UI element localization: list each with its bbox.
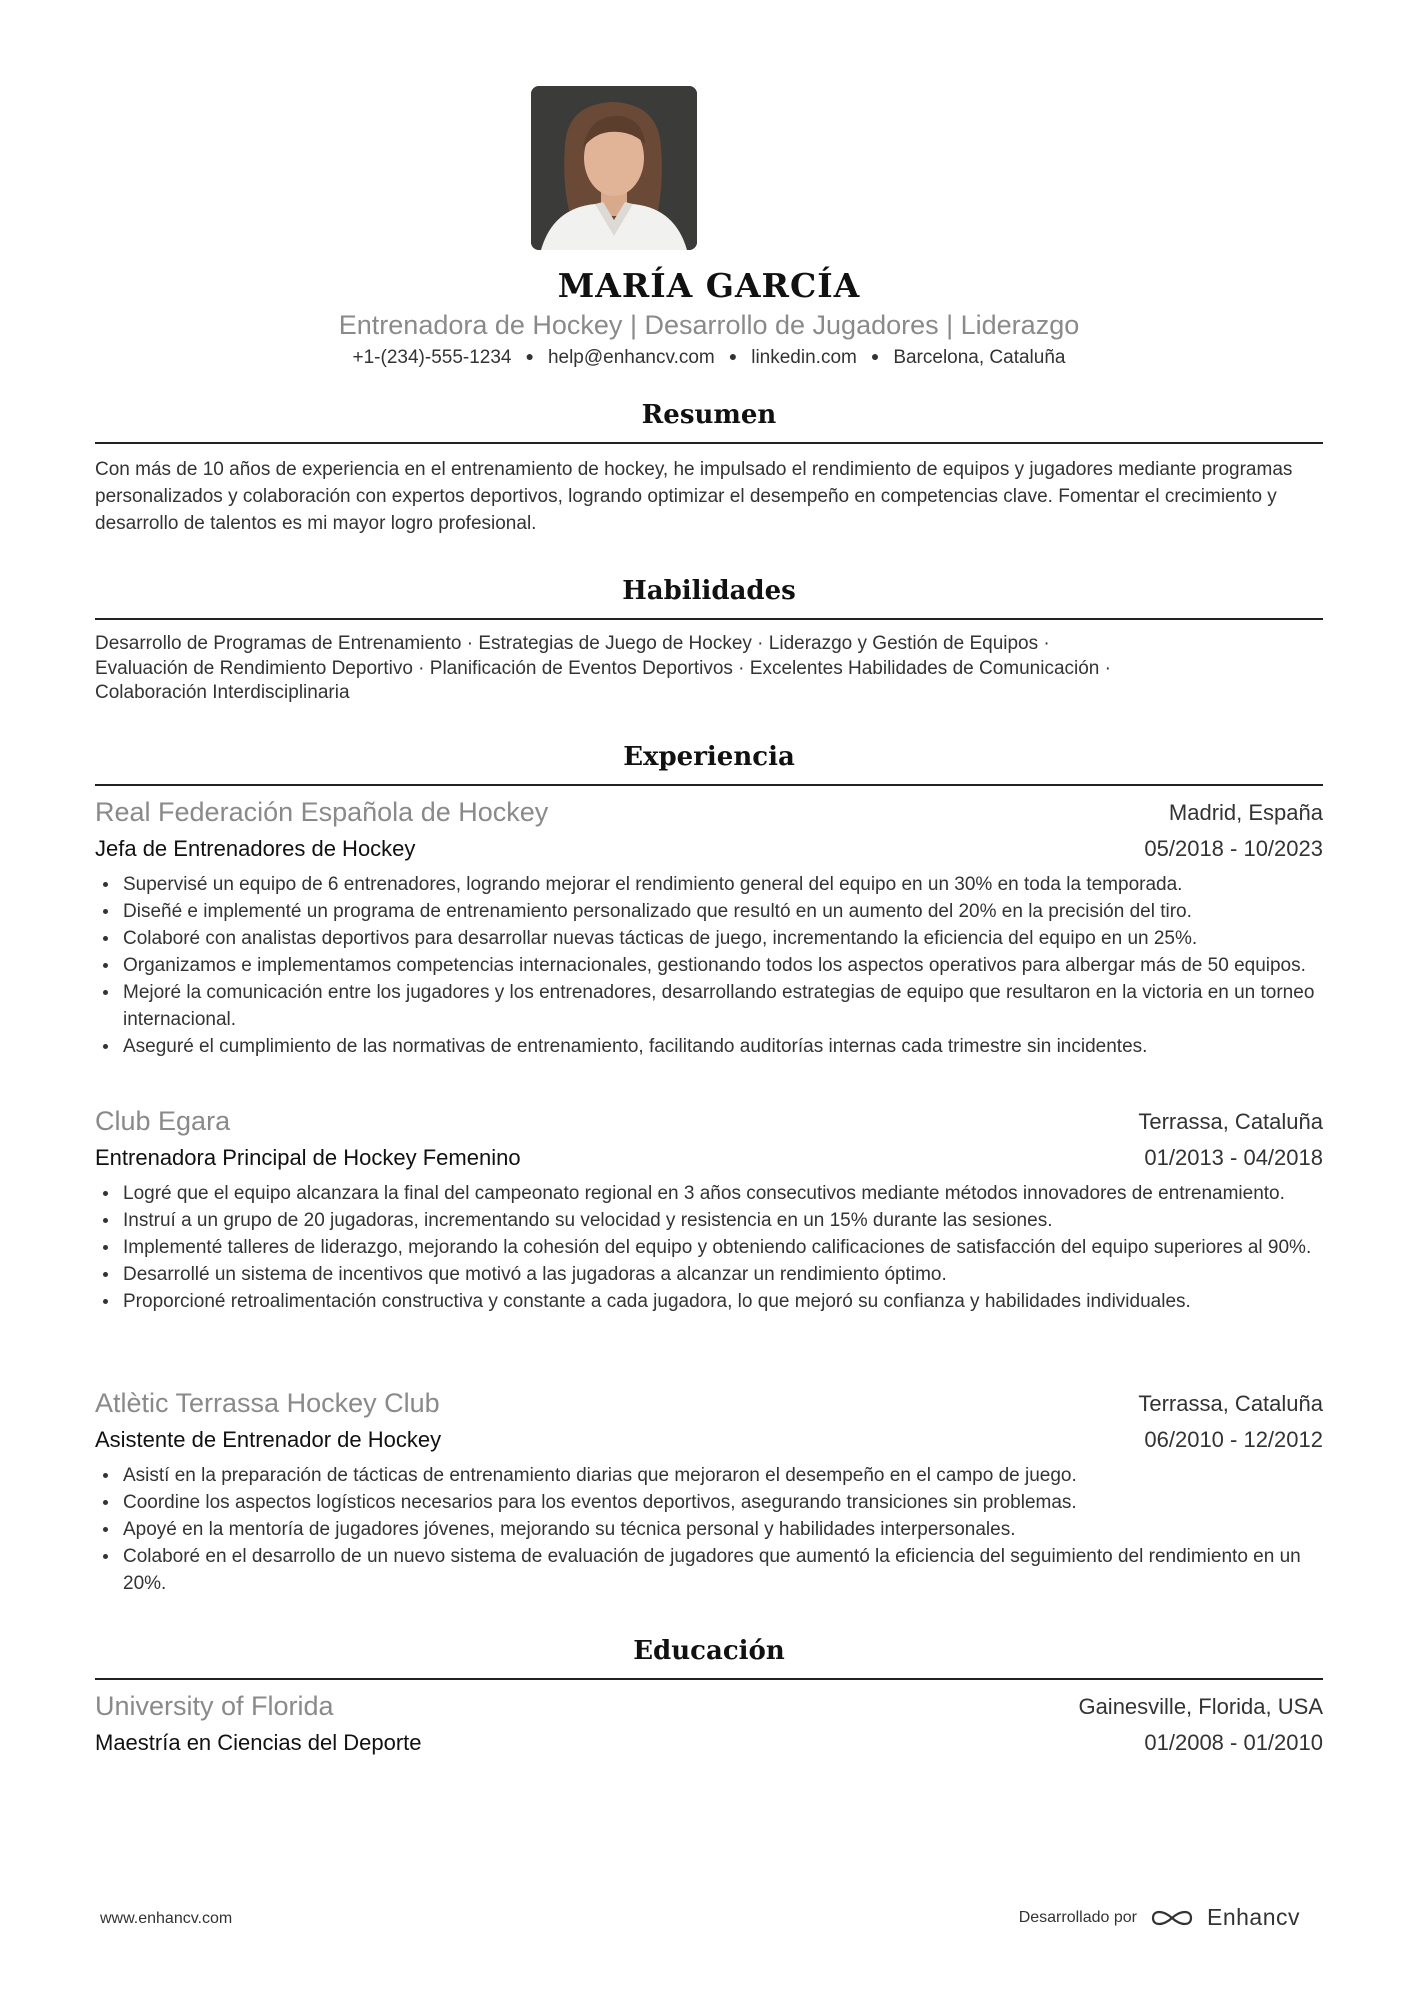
section-divider [95,618,1323,620]
brand-name: Enhancv [1206,1904,1300,1930]
skills-line: Desarrollo de Programas de Entrenamiento · Estrategias de Juego de Hockey · Liderazgo y Gestión de Equipos · [95,633,1050,654]
section-title-skills: Habilidades [622,576,796,606]
job-bullet: Diseñé e implementé un programa de entrenamiento personalizado que resultó en un aumento del 20% en la precisión del tiro. [123,898,1323,925]
separator-dot: ● [870,348,880,364]
job-bullets [95,1462,1323,1597]
separator-dot: ● [728,348,738,364]
job-bullet: Logré que el equipo alcanzara la final del campeonato regional en 3 años consecutivos mediante métodos innovadores de entrenamiento. [123,1180,1323,1207]
skills-line: Evaluación de Rendimiento Deportivo · Planificación de Eventos Deportivos · Excelentes Habilidades de Comunicación · [95,657,1111,679]
portrait-image [531,86,697,250]
job-organization: Real Federación Española de Hockey [95,797,549,827]
job-organization: Atlètic Terrassa Hockey Club [95,1388,440,1418]
job-bullets [95,1180,1323,1315]
job-dates: 01/2013 - 04/2018 [1144,1145,1323,1170]
section-divider [95,784,1323,786]
powered-by-label: Desarrollado por [1018,1908,1137,1926]
job-dates: 06/2010 - 12/2012 [1144,1427,1323,1452]
job-location: Terrassa, Cataluña [1138,1109,1323,1134]
job-dates: 05/2018 - 10/2023 [1144,836,1323,861]
job-bullet: Colaboré en el desarrollo de un nuevo sistema de evaluación de jugadores que aumentó la eficiencia del seguimiento del rendimiento en un 20%. [123,1543,1323,1597]
skills-line: Colaboración Interdisciplinaria [95,682,350,703]
footer-branding [1019,1904,1300,1931]
location: Barcelona, Cataluña [893,347,1066,368]
job-location: Terrassa, Cataluña [1138,1391,1323,1416]
phone: +1-(234)-555-1234 [352,347,512,368]
skills-list [95,632,1323,706]
job-location: Madrid, España [1168,800,1323,825]
footer-website[interactable]: www.enhancv.com [100,1910,233,1927]
candidate-name: MARÍA GARCÍA [557,266,861,305]
job-bullet: Desarrollé un sistema de incentivos que motivó a las jugadoras a alcanzar un rendimiento óptimo. [123,1261,1323,1288]
section-title-summary: Resumen [641,400,777,430]
section-title-education: Educación [633,1636,785,1666]
job-bullet: Instruí a un grupo de 20 jugadoras, incrementando su velocidad y resistencia en un 15% durante las sesiones. [123,1207,1323,1234]
job-bullet: Mejoré la comunicación entre los jugadores y los entrenadores, desarrollando estrategias de equipo que resultaron en la victoria en un torneo internacional. [123,979,1323,1033]
linkedin[interactable]: linkedin.com [751,347,857,368]
summary-text: Con más de 10 años de experiencia en el entrenamiento de hockey, he impulsado el rendimiento de equipos y jugadores mediante programas personalizados y colaboración con expertos deportivos, logrando optimizar el desempeño en competencias clave. Fomentar el crecimiento y desarrollo de talentos es mi mayor logro profesional. [95,459,1293,534]
job-role: Entrenadora Principal de Hockey Femenino [95,1145,521,1170]
education-degree: Maestría en Ciencias del Deporte [95,1730,422,1755]
section-divider [95,1678,1323,1680]
candidate-headline: Entrenadora de Hockey | Desarrollo de Jugadores | Liderazgo [338,310,1080,340]
job-role: Jefa de Entrenadores de Hockey [95,836,416,861]
education-school: University of Florida [95,1691,334,1721]
section-divider [95,442,1323,444]
enhancv-infinity-icon [1149,1906,1195,1930]
job-role: Asistente de Entrenador de Hockey [95,1427,442,1452]
contact-line [95,347,1323,369]
job-bullet: Apoyé en la mentoría de jugadores jóvenes, mejorando su técnica personal y habilidades interpersonales. [123,1516,1323,1543]
profile-photo [531,86,697,250]
job-bullet: Aseguré el cumplimiento de las normativas de entrenamiento, facilitando auditorías internas cada trimestre sin incidentes. [123,1033,1323,1060]
job-bullet: Coordine los aspectos logísticos necesarios para los eventos deportivos, asegurando transiciones sin problemas. [123,1489,1323,1516]
job-bullet: Supervisé un equipo de 6 entrenadores, logrando mejorar el rendimiento general del equipo en un 30% en toda la temporada. [123,871,1323,898]
education-dates: 01/2008 - 01/2010 [1144,1730,1323,1755]
education-location: Gainesville, Florida, USA [1078,1694,1323,1719]
separator-dot: ● [525,348,534,364]
job-bullet: Colaboré con analistas deportivos para desarrollar nuevas tácticas de juego, incrementando la eficiencia del equipo en un 25%. [123,925,1323,952]
email[interactable]: help@enhancv.com [547,347,715,368]
section-title-experience: Experiencia [623,742,795,772]
job-bullet: Asistí en la preparación de tácticas de entrenamiento diarias que mejoraron el desempeño en el campo de juego. [123,1462,1323,1489]
job-bullet: Organizamos e implementamos competencias internacionales, gestionando todos los aspectos operativos para albergar más de 50 equipos. [123,952,1323,979]
job-bullet: Implementé talleres de liderazgo, mejorando la cohesión del equipo y obteniendo calificaciones de satisfacción del equipo superiores al 90%. [123,1234,1323,1261]
job-bullets [95,871,1323,1060]
job-organization: Club Egara [95,1106,231,1136]
job-bullet: Proporcioné retroalimentación constructiva y constante a cada jugadora, lo que mejoró su confianza y habilidades individuales. [123,1288,1323,1315]
